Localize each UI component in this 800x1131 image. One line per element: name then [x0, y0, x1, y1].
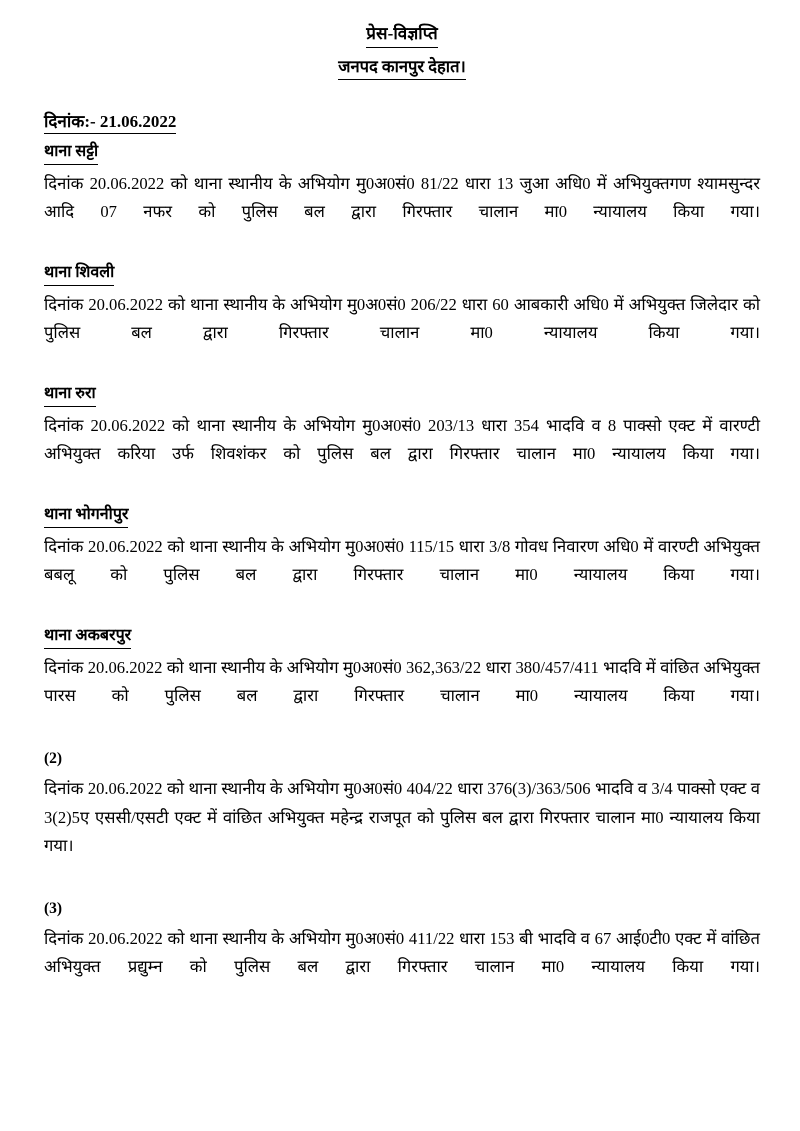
date-row [44, 110, 760, 135]
section-heading-row [44, 141, 760, 164]
entry-text: दिनांक 20.06.2022 को थाना स्थानीय के अभियोग मु0अ0सं0 411/22 धारा 153 बी भादवि व 67 आई0टी0 एक्ट में वांछित अभियुक्त प्रद्युम्न को पुलिस बल द्वारा गिरफ्तार चालान मा0 न्यायालय किया गया। [44, 928, 760, 977]
section-thana-rura [44, 383, 760, 497]
section-heading-row [44, 383, 760, 406]
section-heading-row [44, 262, 760, 285]
entry-text: दिनांक 20.06.2022 को थाना स्थानीय के अभियोग मु0अ0सं0 115/15 धारा 3/8 गोवध निवारण अधि0 में वारण्टी अभियुक्त बबलू को पुलिस बल द्वारा गिरफ्तार चालान मा0 न्यायालय किया गया। [44, 536, 760, 585]
district-subtitle: जनपद कानपुर देहात। [338, 55, 465, 80]
page-title: प्रेस-विज्ञप्ति [366, 22, 438, 48]
section-thana-shivli [44, 262, 760, 376]
entry-index-3: (3) [44, 900, 63, 918]
entry-index-2: (2) [44, 750, 63, 768]
section-heading-row [44, 625, 760, 648]
section-heading-label: थाना भोगनीपुर [44, 504, 128, 527]
entry-text: दिनांक 20.06.2022 को थाना स्थानीय के अभियोग मु0अ0सं0 362,363/22 धारा 380/457/411 भादवि में वांछित अभियुक्त पारस को पुलिस बल द्वारा गिरफ्तार चालान मा0 न्यायालय किया गया। [44, 657, 760, 706]
entry-text: दिनांक 20.06.2022 को थाना स्थानीय के अभियोग मु0अ0सं0 203/13 धारा 354 भादवि व 8 पाक्सो एक्ट में वारण्टी अभियुक्त करिया उर्फ शिवशंकर को पुलिस बल द्वारा गिरफ्तार चालान मा0 न्यायालय किया गया। [44, 415, 760, 464]
document-header [44, 22, 760, 48]
entry-text: दिनांक 20.06.2022 को थाना स्थानीय के अभियोग मु0अ0सं0 81/22 धारा 13 जुआ अधि0 में अभियुक्तगण श्यामसुन्दर आदि 07 नफर को पुलिस बल द्वारा गिरफ्तार चालान मा0 न्यायालय किया गया। [44, 173, 760, 222]
section-heading-label: थाना रुरा [44, 383, 96, 406]
section-heading-row [44, 504, 760, 527]
section-thana-akbarpur [44, 625, 760, 1010]
section-thana-satti [44, 141, 760, 255]
section-heading-label: थाना अकबरपुर [44, 625, 131, 648]
document-subtitle-row [44, 55, 760, 80]
entry-text: दिनांक 20.06.2022 को थाना स्थानीय के अभियोग मु0अ0सं0 404/22 धारा 376(3)/363/506 भादवि व 3/4 पाक्सो एक्ट व 3(2)5ए एससी/एसटी एक्ट में वांछित अभियुक्त महेन्द्र राजपूत को पुलिस बल द्वारा गिरफ्तार चालान मा0 न्यायालय किया गया। [44, 778, 760, 856]
entry-text: दिनांक 20.06.2022 को थाना स्थानीय के अभियोग मु0अ0सं0 206/22 धारा 60 आबकारी अधि0 में अभियुक्त जिलेदार को पुलिस बल द्वारा गिरफ्तार चालान मा0 न्यायालय किया गया। [44, 294, 760, 343]
section-thana-bhognipur [44, 504, 760, 618]
document-date: दिनांक:- 21.06.2022 [44, 110, 176, 135]
section-heading-label: थाना शिवली [44, 262, 114, 285]
section-heading-label: थाना सट्टी [44, 141, 98, 164]
